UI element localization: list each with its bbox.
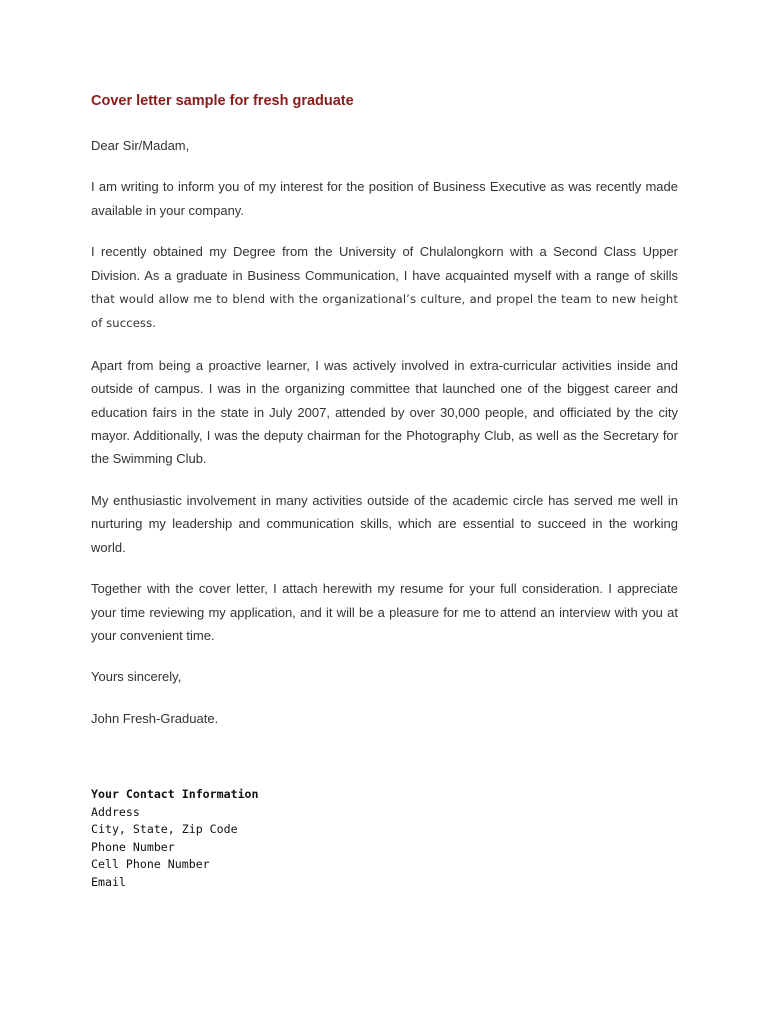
paragraph-activities: Apart from being a proactive learner, I was actively involved in extra-curricular activities inside and outside of campus. I was in the organizing committee that launched one of the biggest career and education fairs in the state in July 2007, attended by over 30,000 people, and officiated by the city mayor. Additionally, I was the deputy chairman for the Photography Club, as well as the Secretary for the Swimming Club. bbox=[91, 357, 678, 467]
paragraph-education-part-2: that would allow me to blend with the organizational’s culture, and propel the team to new height of success. bbox=[91, 292, 678, 331]
signature: John Fresh-Graduate. bbox=[91, 710, 219, 726]
contact-phone: Phone Number bbox=[91, 839, 175, 854]
contact-block bbox=[91, 786, 259, 892]
paragraph-skills: My enthusiastic involvement in many activities outside of the academic circle has served me well in nurturing my leadership and communication skills, which are essential to succeed in the working world. bbox=[91, 492, 678, 555]
contact-cell-phone: Cell Phone Number bbox=[91, 857, 210, 872]
contact-address: Address bbox=[91, 804, 140, 819]
contact-heading: Your Contact Information bbox=[91, 787, 259, 801]
paragraph-interest: I am writing to inform you of my interest for the position of Business Executive as was recently made available in your company. bbox=[91, 179, 678, 218]
letter-body bbox=[91, 134, 678, 748]
paragraph-attachment: Together with the cover letter, I attach herewith my resume for your full consideration. I appreciate your time reviewing my application, and it will be a pleasure for me to attend an interview with you at your convenient time. bbox=[91, 581, 678, 643]
salutation: Dear Sir/Madam, bbox=[91, 138, 190, 153]
closing: Yours sincerely, bbox=[91, 669, 182, 685]
document-title: Cover letter sample for fresh graduate bbox=[91, 93, 354, 109]
paragraph-education bbox=[91, 240, 678, 336]
contact-city-state-zip: City, State, Zip Code bbox=[91, 822, 238, 837]
paragraph-education-part-1: I recently obtained my Degree from the University of Chulalongkorn with a Second Class Upper Division. As a graduate in Business Communication, I have acquainted myself with a range of skills bbox=[91, 244, 678, 283]
contact-email: Email bbox=[91, 874, 126, 889]
